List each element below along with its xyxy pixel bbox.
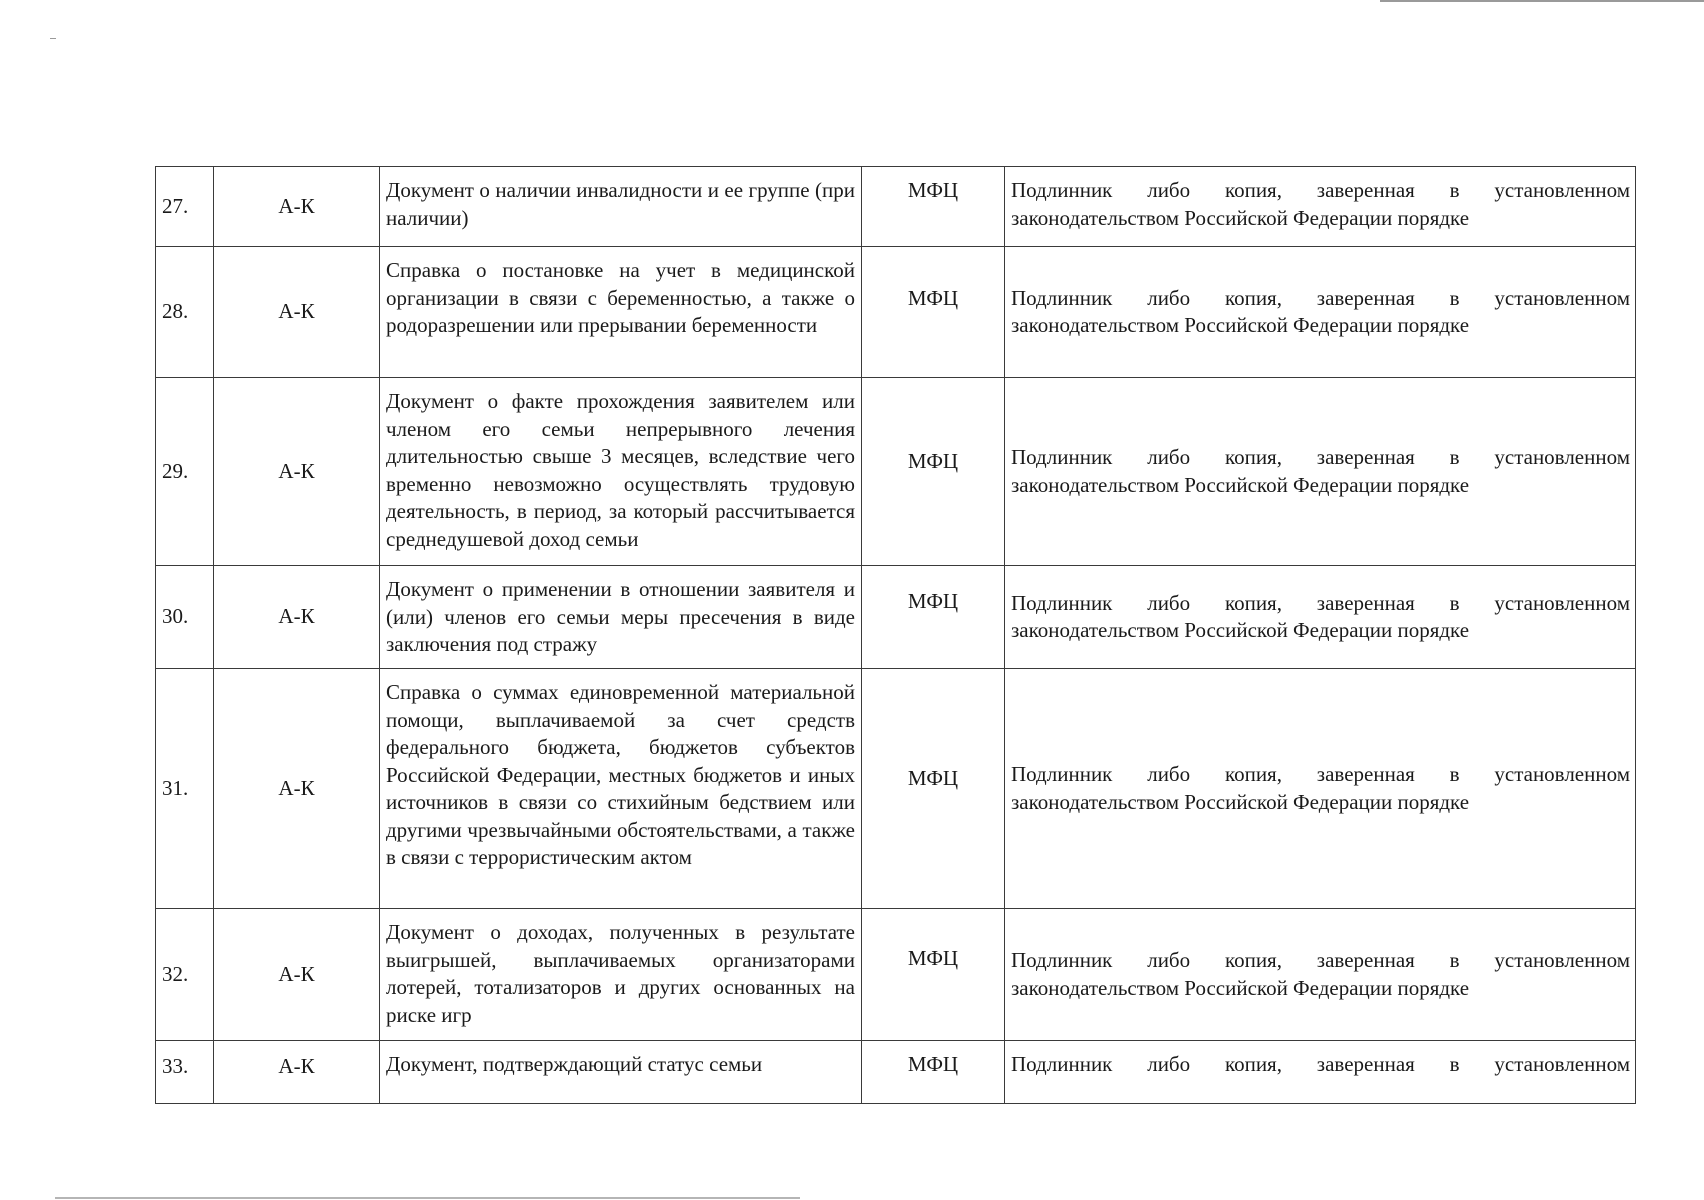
row-number: 29. (156, 378, 214, 566)
issuing-organization: МФЦ (862, 247, 1005, 378)
scan-edge-mark (1380, 0, 1704, 2)
document-name: Документ о применении в отношении заявителя и (или) членов его семьи меры пресечения в виде заключения под стражу (380, 566, 862, 669)
document-form: Подлинник либо копия, заверенная в установленном законодательством Российской Федерации порядке (1005, 909, 1636, 1041)
row-code: А-К (214, 378, 380, 566)
document-form: Подлинник либо копия, заверенная в установленном законодательством Российской Федерации порядке (1005, 167, 1636, 247)
table-row (156, 1041, 1636, 1104)
documents-table (155, 166, 1636, 1104)
table-row (156, 909, 1636, 1041)
table-row (156, 669, 1636, 909)
table-row (156, 566, 1636, 669)
row-number: 28. (156, 247, 214, 378)
document-form: Подлинник либо копия, заверенная в установленном законодательством Российской Федерации порядке (1005, 566, 1636, 669)
row-code: А-К (214, 566, 380, 669)
row-code: А-К (214, 1041, 380, 1104)
row-number: 31. (156, 669, 214, 909)
row-code: А-К (214, 669, 380, 909)
document-name: Документ, подтверждающий статус семьи (380, 1041, 862, 1104)
table-row (156, 378, 1636, 566)
row-code: А-К (214, 247, 380, 378)
issuing-organization: МФЦ (862, 566, 1005, 669)
document-name: Справка о постановке на учет в медицинской организации в связи с беременностью, а также о родоразрешении или прерывании беременности (380, 247, 862, 378)
row-number: 27. (156, 167, 214, 247)
issuing-organization: МФЦ (862, 909, 1005, 1041)
row-number: 33. (156, 1041, 214, 1104)
document-form: Подлинник либо копия, заверенная в установленном законодательством Российской Федерации порядке (1005, 669, 1636, 909)
document-name: Документ о доходах, полученных в результате выигрышей, выплачиваемых организаторами лотерей, тотализаторов и других основанных на риске игр (380, 909, 862, 1041)
scan-edge-mark-bottom (55, 1197, 800, 1199)
document-name: Документ о наличии инвалидности и ее группе (при наличии) (380, 167, 862, 247)
document-name: Справка о суммах единовременной материальной помощи, выплачиваемой за счет средств федерального бюджета, бюджетов субъектов Российской Федерации, местных бюджетов и иных источников в связи со стихийным бедствием или другими чрезвычайными обстоятельствами, а также в связи с террористическим актом (380, 669, 862, 909)
issuing-organization: МФЦ (862, 669, 1005, 909)
row-number: 30. (156, 566, 214, 669)
row-number: 32. (156, 909, 214, 1041)
row-code: А-К (214, 909, 380, 1041)
document-form: Подлинник либо копия, заверенная в установленном законодательством Российской Федерации порядке (1005, 247, 1636, 378)
document-name: Документ о факте прохождения заявителем или членом его семьи непрерывного лечения длительностью свыше 3 месяцев, вследствие чего временно невозможно осуществлять трудовую деятельность, в период, за который рассчитывается среднедушевой доход семьи (380, 378, 862, 566)
issuing-organization: МФЦ (862, 378, 1005, 566)
row-code: А-К (214, 167, 380, 247)
table-row (156, 167, 1636, 247)
table-row (156, 247, 1636, 378)
scan-speck (50, 38, 56, 39)
document-form: Подлинник либо копия, заверенная в установленном законодательством Российской Федерации порядке (1005, 378, 1636, 566)
document-form: Подлинник либо копия, заверенная в установленном (1005, 1041, 1636, 1104)
issuing-organization: МФЦ (862, 1041, 1005, 1104)
issuing-organization: МФЦ (862, 167, 1005, 247)
